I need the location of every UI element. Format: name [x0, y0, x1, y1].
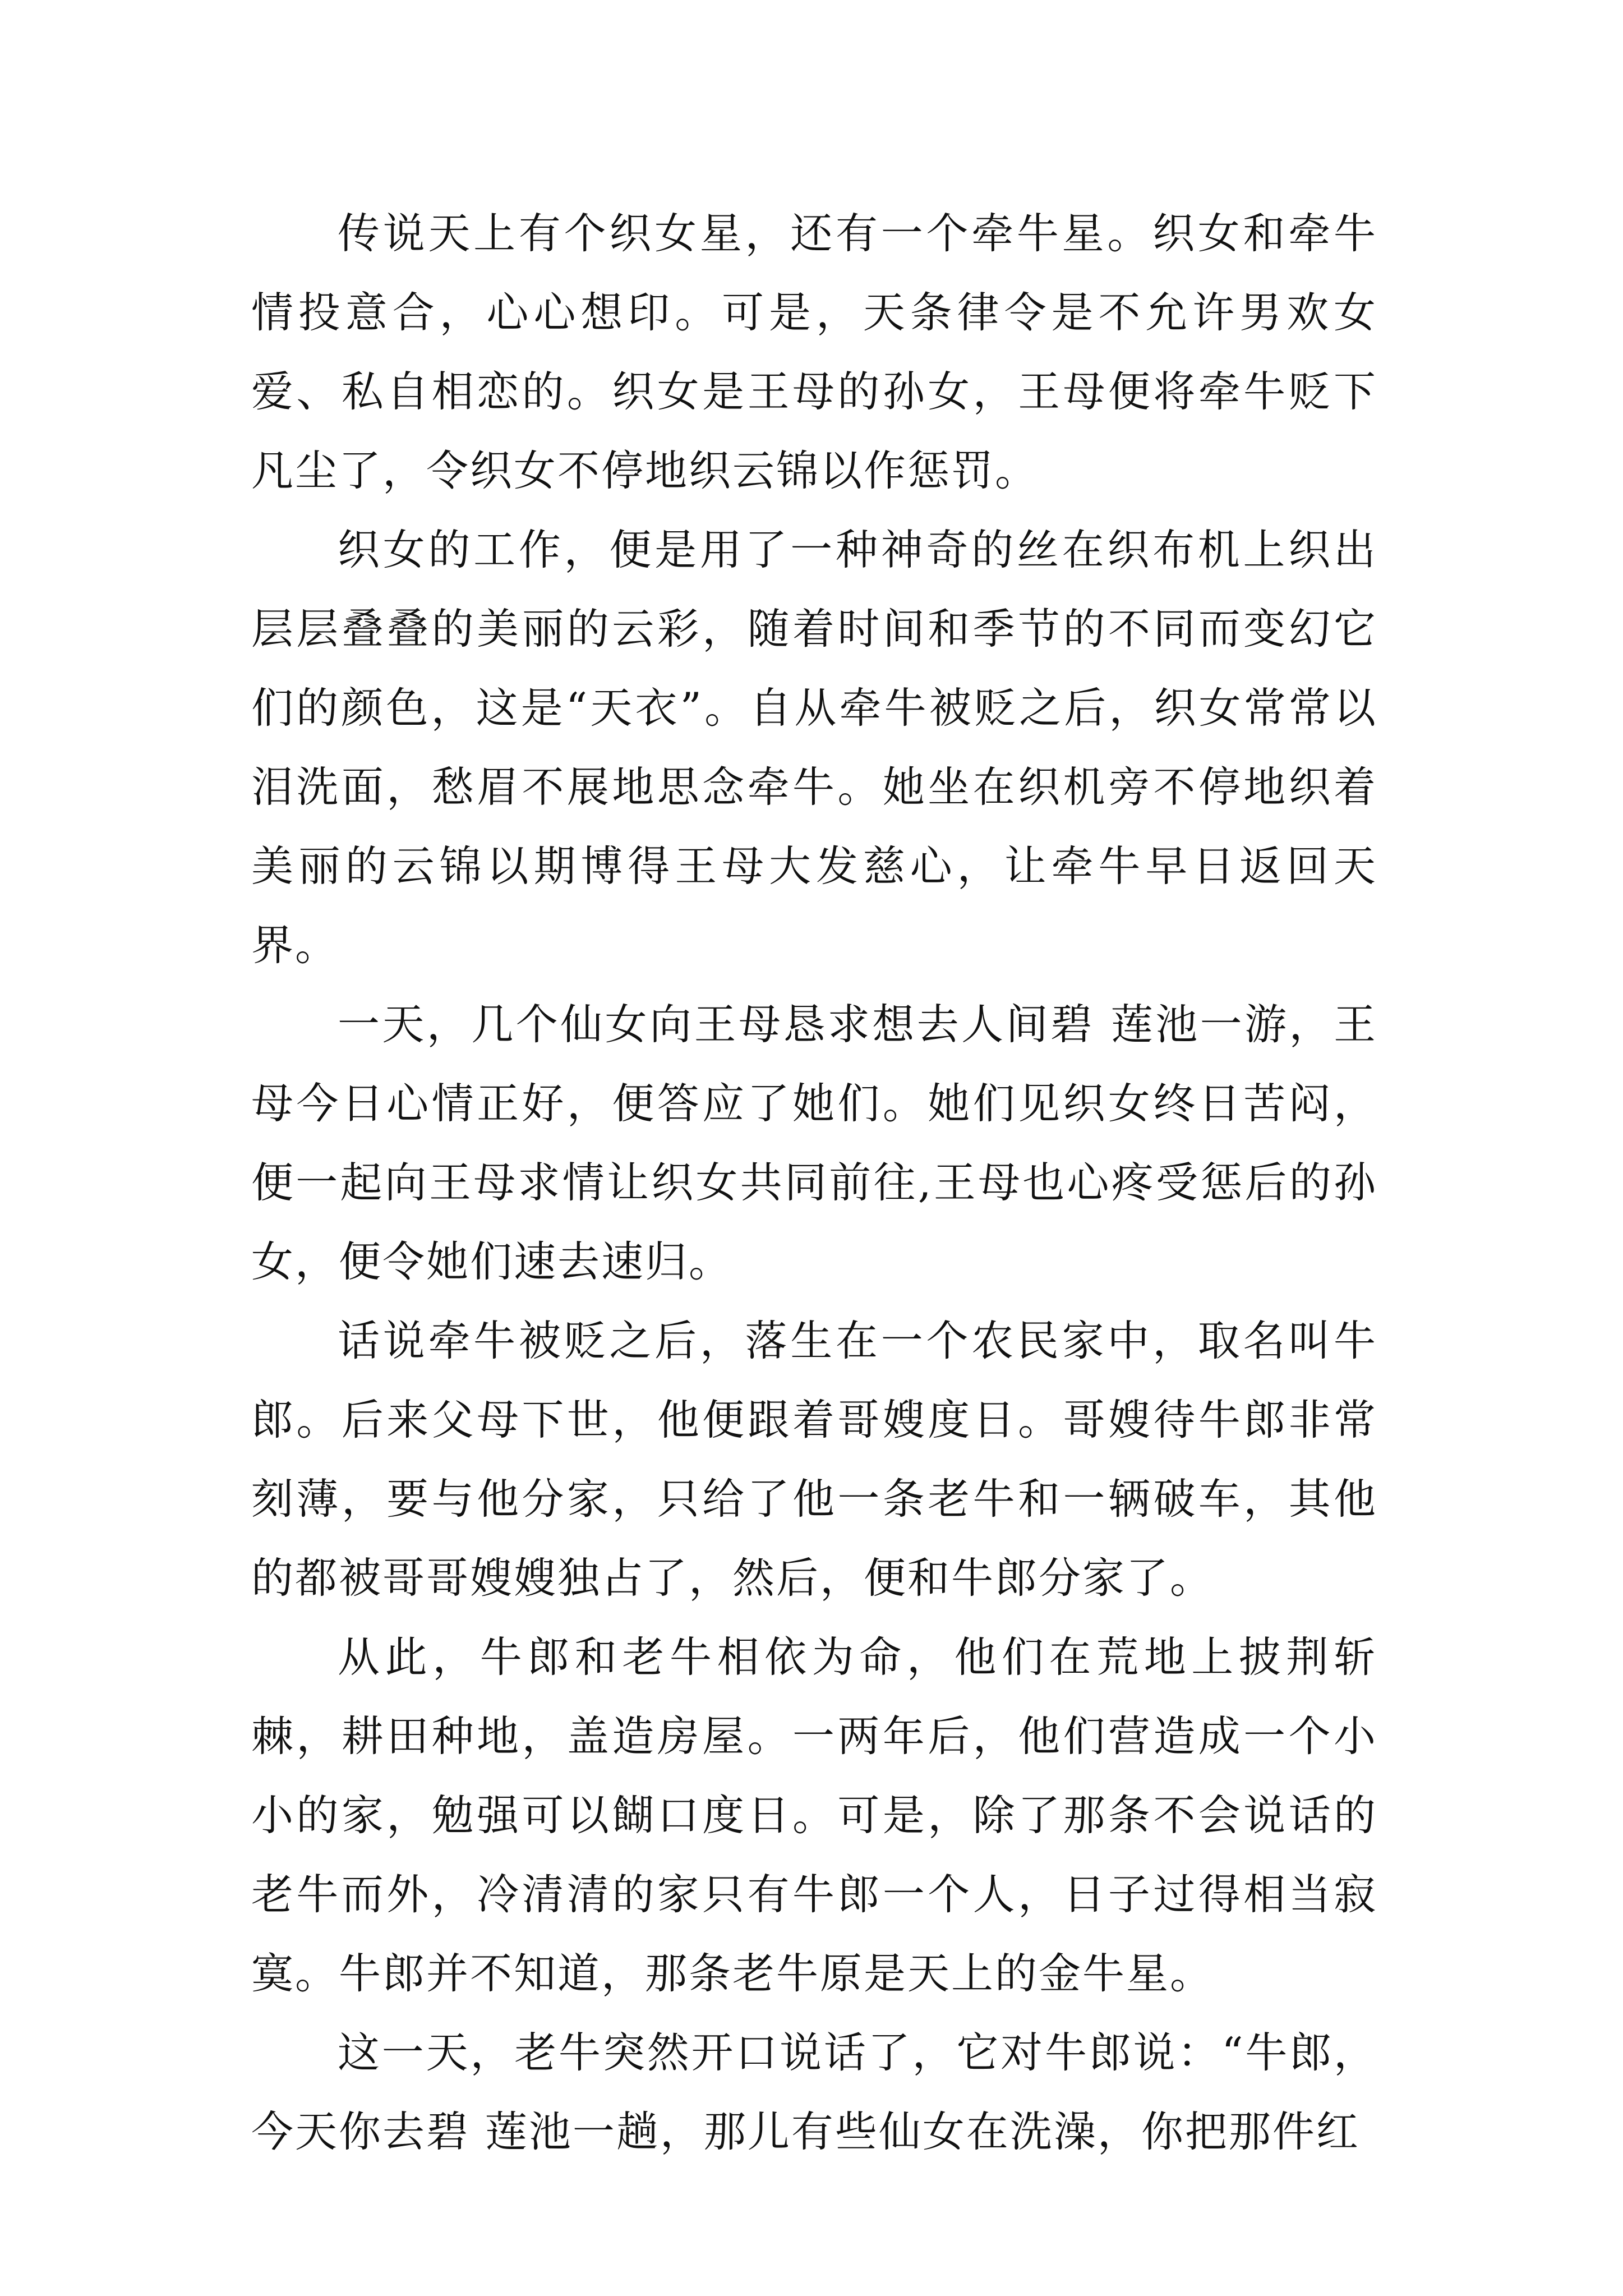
paragraph-5: 从此，牛郎和老牛相依为命，他们在荒地上披荆斩棘，耕田种地，盖造房屋。一两年后，他们营造成一个小小的家，勉强可以餬口度日。可是，除了那条不会说话的老牛而外，冷清清的家只有牛郎一个人，日子过得相当寂寞。牛郎并不知道，那条老牛原是天上的金牛星。 — [251, 1632, 1377, 1998]
paragraph-2: 织女的工作，便是用了一种神奇的丝在织布机上织出层层叠叠的美丽的云彩，随着时间和季节的不同而变幻它们的颜色，这是“天衣”。自从牵牛被贬之后，织女常常以泪洗面，愁眉不展地思念牵牛。她坐在织机旁不停地织着美丽的云锦以期博得王母大发慈心，让牵牛早日返回天界。 — [251, 525, 1377, 970]
paragraph-4: 话说牵牛被贬之后，落生在一个农民家中，取名叫牛郎。后来父母下世，他便跟着哥嫂度日。哥嫂待牛郎非常刻薄，要与他分家，只给了他一条老牛和一辆破车，其他的都被哥哥嫂嫂独占了，然后，便和牛郎分家了。 — [251, 1316, 1377, 1603]
paragraph-1: 传说天上有个织女星，还有一个牵牛星。织女和牵牛情投意合，心心想印。可是，天条律令是不允许男欢女爱、私自相恋的。织女是王母的孙女，王母便将牵牛贬下凡尘了，令织女不停地织云锦以作惩罚。 — [251, 209, 1377, 495]
body-text — [251, 194, 1377, 2171]
paragraph-3: 一天，几个仙女向王母恳求想去人间碧 莲池一游，王母今日心情正好，便答应了她们。她们见织女终日苦闷，便一起向王母求情让织女共同前往,王母也心疼受惩后的孙女，便令她们速去速归。 — [251, 1000, 1377, 1286]
paragraph-6: 这一天，老牛突然开口说话了，它对牛郎说：“牛郎，今天你去碧 莲池一趟，那儿有些仙女在洗澡，你把那件红 — [251, 2028, 1377, 2156]
